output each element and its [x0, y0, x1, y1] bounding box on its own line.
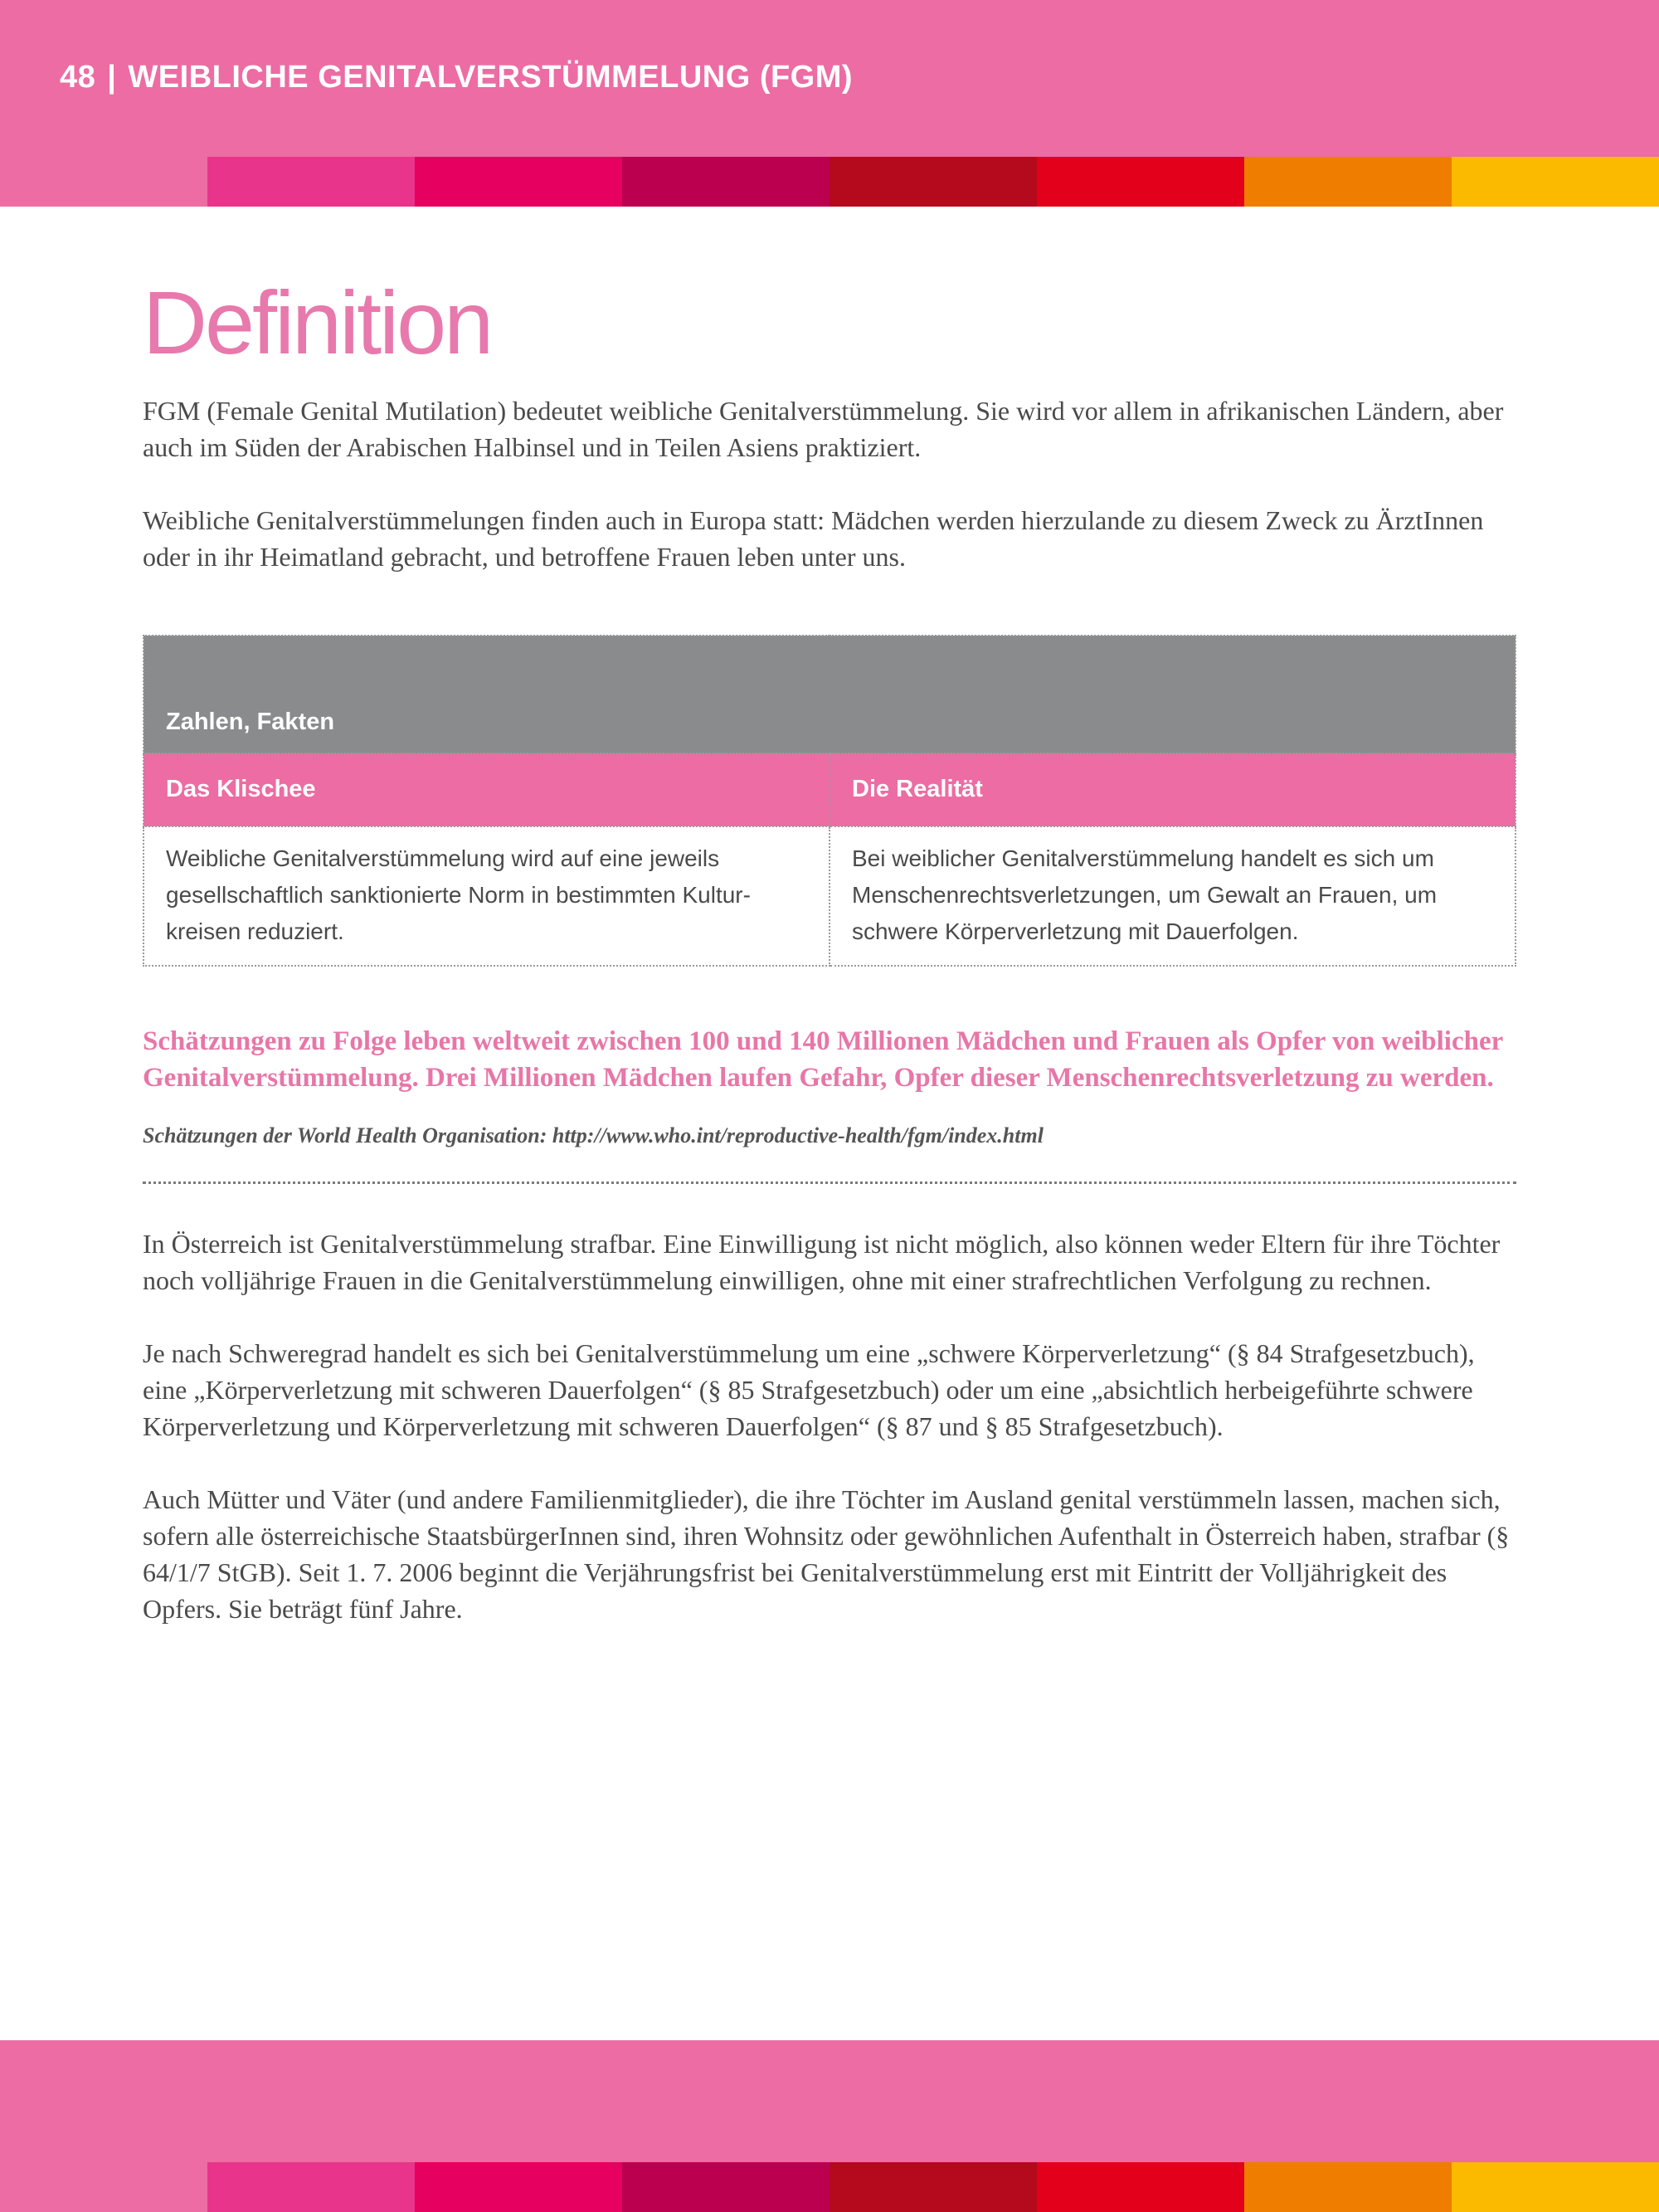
stripe-segment	[0, 157, 207, 207]
stripe-segment	[1452, 2162, 1659, 2212]
column-header-reality: Die Realität	[830, 753, 1515, 826]
facts-table	[143, 635, 1516, 967]
source-citation: Schätzungen der World Health Organisation: http://www.who.int/reproductive-health/fgm/index.html	[143, 1123, 1044, 1147]
stripe-segment	[1452, 157, 1659, 207]
stripe-segment	[0, 2162, 207, 2212]
stripe-segment	[1244, 2162, 1452, 2212]
stripe-segment	[1244, 157, 1452, 207]
highlight-statement: Schätzungen zu Folge leben weltweit zwischen 100 und 140 Millionen Mädchen und Frauen als Opfer von weiblicher Genitalverstümmelung. Drei Millionen Mädchen laufen Gefahr, Opfer dieser Menschenrechtsverletzung zu werden.	[143, 1026, 1503, 1093]
stripe-segment	[207, 157, 415, 207]
law-paragraph: In Österreich ist Genitalverstümmelung strafbar. Eine Einwilligung ist nicht möglich, also können weder Eltern für ihre Töchter noch volljährige Frauen in die Genitalverstümmelung einwilligen, ohne mit einer strafrechtlichen Verfolgung zu rechnen.	[143, 1228, 1501, 1295]
stripe-segment	[830, 157, 1037, 207]
stripe-segment	[830, 2162, 1037, 2212]
header-color-stripe	[0, 157, 1659, 207]
facts-table-title: Zahlen, Fakten	[144, 636, 1515, 753]
law-paragraph: Auch Mütter und Väter (und andere Familienmitglieder), die ihre Töchter im Ausland genital verstümmeln lassen, machen sich, sofern alle österreichische StaatsbürgerInnen sind, ihren Wohnsitz oder gewöhnlichen Aufenthalt in Österreich haben, strafbar (§ 64/1/7 StGB). Seit 1. 7. 2006 beginnt die Verjährungsfrist bei Genitalverstümmelung erst mit Eintritt der Volljährigkeit des Opfers. Sie beträgt fünf Jahre.	[143, 1484, 1510, 1624]
stripe-segment	[415, 157, 622, 207]
stripe-segment	[622, 2162, 830, 2212]
stripe-segment	[415, 2162, 622, 2212]
cell-reality: Bei weiblicher Genitalverstümmelung handelt es sich um Menschenrechtsverletzungen, um Gewalt an Frauen, um schwere Körperverletzung mit Dauerfolgen.	[830, 826, 1515, 966]
title-separator: |	[107, 60, 117, 95]
stripe-segment	[622, 157, 830, 207]
page-number: 48	[60, 60, 96, 95]
law-paragraph: Je nach Schweregrad handelt es sich bei Genitalverstümmelung um eine „schwere Körperverletzung“ (§ 84 Strafgesetzbuch), eine „Körperverletzung mit schweren Dauerfolgen“ (§ 85 Strafgesetzbuch) oder um eine „absichtlich herbeigeführte schwere Körperverletzung und Körperverletzung mit schweren Dauerfolgen“ (§ 87 und § 85 Strafgesetzbuch).	[143, 1337, 1475, 1441]
dotted-divider	[143, 1182, 1516, 1184]
stripe-segment	[1037, 157, 1244, 207]
intro-paragraph: Weibliche Genitalverstümmelungen finden auch in Europa statt: Mädchen werden hierzulande zu diesem Zweck zu ÄrztInnen oder in ihr Heimatland gebracht, und betroffene Frauen leben unter uns.	[143, 504, 1484, 572]
running-title	[60, 60, 853, 95]
intro-paragraph: FGM (Female Genital Mutilation) bedeutet weibliche Genitalverstümmelung. Sie wird vor allem in afrikanischen Ländern, aber auch im Süden der Arabischen Halbinsel und in Teilen Asiens praktiziert.	[143, 395, 1504, 462]
main-content	[143, 274, 1516, 1627]
footer-color-stripe	[0, 2162, 1659, 2212]
cell-cliche: Weibliche Genitalverstümmelung wird auf eine jeweils gesellschaftlich sanktionierte Norm in bestimmten Kultur-kreisen reduziert.	[144, 826, 830, 966]
stripe-segment	[1037, 2162, 1244, 2212]
stripe-segment	[207, 2162, 415, 2212]
page-title: Definition	[143, 272, 492, 373]
chapter-title: WEIBLICHE GENITALVERSTÜMMELUNG (FGM)	[128, 60, 854, 95]
column-header-cliche: Das Klischee	[144, 753, 830, 826]
